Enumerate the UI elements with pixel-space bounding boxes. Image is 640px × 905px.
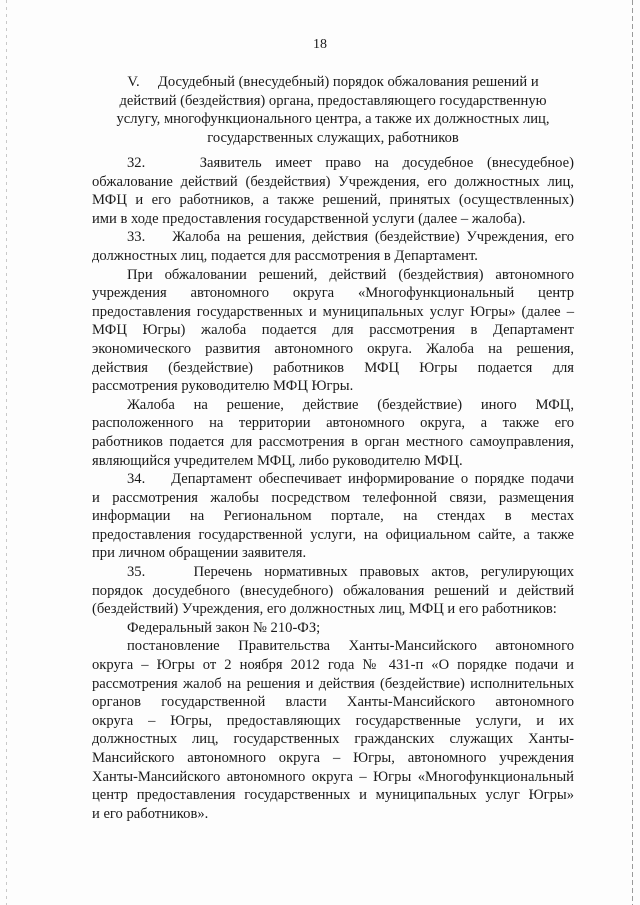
text-line: 32. Заявитель имеет право на досудебное (внесудебное) bbox=[127, 155, 574, 171]
text-line: Мансийского автономного округа – Югры, автономного учреждения bbox=[92, 750, 574, 766]
text-line: органов государственной власти Ханты-Мансийского автономного bbox=[92, 694, 574, 711]
text-line: являющийся учредителем МФЦ, либо руководителю МФЦ. bbox=[92, 452, 463, 469]
paragraph-mfc-ugra bbox=[92, 266, 574, 396]
scan-edge-left bbox=[6, 0, 7, 905]
text-line: действия (бездействие) работников МФЦ Югры подается для bbox=[92, 359, 574, 376]
text-line: 35. Перечень нормативных правовых актов, регулирующих bbox=[127, 564, 574, 581]
heading-line: V. Досудебный (внесудебный) порядок обжалования решений и bbox=[127, 74, 539, 90]
text-line: рассмотрения руководителю МФЦ Югры. bbox=[92, 378, 354, 395]
heading-line: государственных служащих, работников bbox=[207, 129, 459, 146]
text-line: Жалоба на решение, действие (бездействие) иного МФЦ, bbox=[127, 396, 574, 413]
page-number: 18 bbox=[313, 37, 327, 52]
text-line: МФЦ Югры) жалоба подается для рассмотрения в Департамент bbox=[92, 322, 574, 339]
text-line: обжалование действий (бездействия) Учреждения, его должностных лиц, bbox=[92, 173, 574, 190]
text-line: центр предоставления государственных и муниципальных услуг Югры» bbox=[92, 787, 574, 804]
body-text bbox=[92, 154, 574, 823]
text-line: предоставления государственных и муниципальных услуг Югры» (далее – bbox=[92, 303, 574, 320]
heading-line: услугу, многофункционального центра, а также их должностных лиц, bbox=[116, 111, 550, 127]
text-line: При обжаловании решений, действий (бездействия) автономного bbox=[127, 266, 574, 283]
section-heading bbox=[92, 73, 574, 147]
text-line: учреждения автономного округа «Многофункциональный центр bbox=[92, 285, 574, 302]
text-line: должностных лиц, подается для рассмотрения в Департамент. bbox=[92, 247, 478, 264]
heading-line: действий (бездействия) органа, предоставляющего государственную bbox=[119, 92, 547, 109]
text-line: должностных лиц, государственных гражданских служащих Ханты- bbox=[92, 731, 574, 748]
text-line: МФЦ и его работников, а также решений, принятых (осуществленных) bbox=[92, 192, 574, 209]
text-line: информации на Региональном портале, на стендах в местах bbox=[92, 508, 574, 525]
text-line: и его работников». bbox=[92, 805, 209, 822]
text-line: округа – Югры, предоставляющих государственные услуги, и их bbox=[92, 712, 574, 729]
text-line: предоставления государственной услуги, на официальном сайте, а также bbox=[92, 526, 574, 543]
text-line: ими в ходе предоставления государственной услуги (далее – жалоба). bbox=[92, 210, 526, 227]
paragraph-35 bbox=[92, 563, 574, 619]
list-item-resolution bbox=[92, 637, 574, 823]
paragraph-other-mfc bbox=[92, 396, 574, 470]
scan-edge-right bbox=[632, 0, 633, 905]
text-line: постановление Правительства Ханты-Мансийского автономного bbox=[127, 638, 574, 655]
text-line: и рассмотрения жалобы посредством телефонной связи, размещения bbox=[92, 489, 574, 506]
text-line: Ханты-Мансийского автономного округа – Югры «Многофункциональный bbox=[92, 768, 574, 785]
text-line: округа – Югры от 2 ноября 2012 года № 431-п «О порядке подачи и bbox=[92, 657, 574, 674]
text-line: экономического развития автономного округа. Жалоба на решения, bbox=[92, 340, 574, 357]
text-line: рассмотрения жалоб на решения и действия (бездействие) исполнительных bbox=[92, 675, 574, 692]
text-line: при личном обращении заявителя. bbox=[92, 545, 307, 562]
text-line: порядок досудебного (внесудебного) обжалования решений и действий bbox=[92, 582, 574, 599]
text-line: 33. Жалоба на решения, действия (бездействие) Учреждения, его bbox=[127, 229, 574, 246]
text-line: Федеральный закон № 210-ФЗ; bbox=[127, 619, 321, 636]
text-line: расположенного на территории автономного округа, а также его bbox=[92, 415, 574, 432]
list-item-federal-law bbox=[92, 619, 574, 638]
text-line: 34. Департамент обеспечивает информирование о порядке подачи bbox=[127, 471, 574, 488]
paragraph-34 bbox=[92, 470, 574, 563]
paragraph-33 bbox=[92, 228, 574, 265]
text-line: (бездействий) Учреждения, его должностных лиц, МФЦ и его работников: bbox=[92, 601, 557, 618]
text-line: работников подается для рассмотрения в орган местного самоуправления, bbox=[92, 433, 574, 450]
paragraph-32 bbox=[92, 154, 574, 228]
